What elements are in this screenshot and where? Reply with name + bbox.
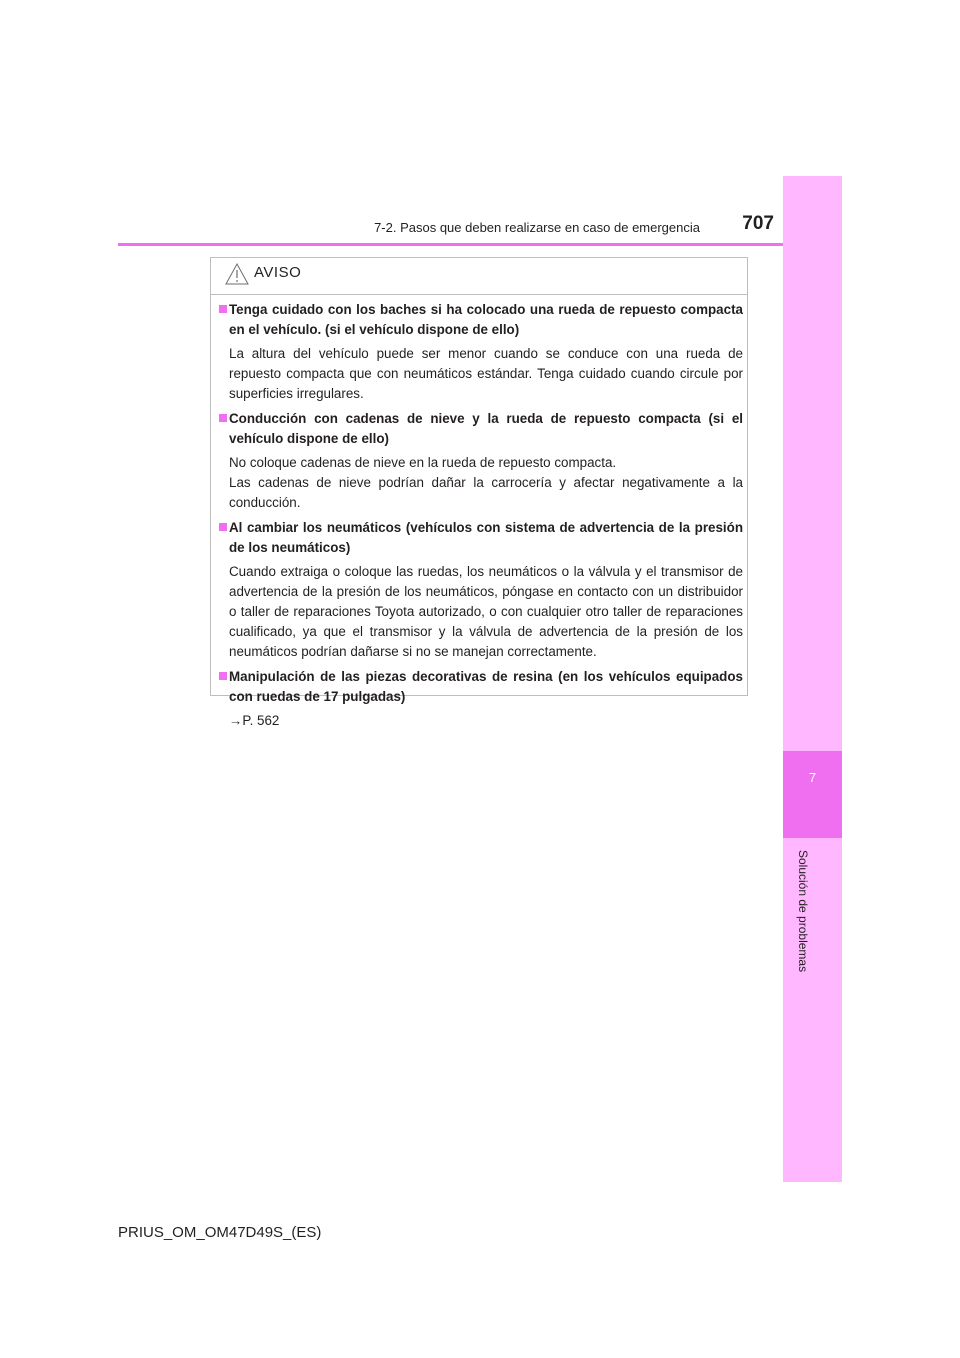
warning-box	[210, 257, 748, 728]
page-reference-link[interactable]: →P. 562	[229, 713, 280, 728]
warning-item-heading: Manipulación de las piezas decorativas de resina (en los vehículos equipados con ruedas de 17 pulgadas)	[219, 667, 743, 707]
warning-item-text: Cuando extraiga o coloque las ruedas, los neumáticos o la válvula y el transmisor de advertencia de la presión de los neumáticos, póngase en contacto con un distribuidor o taller de reparaciones Toyota autorizado, o con cualquier otro taller de reparaciones cualificado, ya que el transmisor y la válvula de advertencia de la presión de los neumáticos podrían dañarse si no se manejan correctamente.	[229, 564, 743, 659]
warning-item-heading: Conducción con cadenas de nieve y la rueda de repuesto compacta (si el vehículo dispone de ello)	[219, 409, 743, 449]
warning-item-text	[219, 711, 743, 731]
warning-item-heading: Al cambiar los neumáticos (vehículos con sistema de advertencia de la presión de los neumáticos)	[219, 518, 743, 558]
section-header: 7-2. Pasos que deben realizarse en caso de emergencia	[374, 220, 700, 235]
chapter-number: 7	[808, 770, 817, 785]
warning-item	[219, 667, 743, 731]
warning-title: AVISO	[254, 264, 302, 281]
warning-header	[211, 258, 747, 295]
warning-item	[219, 409, 743, 513]
warning-triangle-icon	[225, 263, 249, 285]
square-bullet-icon	[219, 414, 227, 422]
square-bullet-icon	[219, 305, 227, 313]
chapter-title: Solución de problemas	[796, 850, 810, 973]
warning-item-text: La altura del vehículo puede ser menor cuando se conduce con una rueda de repuesto compacta que con neumáticos estándar. Tenga cuidado cuando circule por superficies irregulares.	[229, 346, 743, 401]
warning-item-text: No coloque cadenas de nieve en la rueda de repuesto compacta. Las cadenas de nieve podrían dañar la carrocería y afectar negativamente a la conducción.	[229, 455, 743, 510]
warning-item-heading: Tenga cuidado con los baches si ha colocado una rueda de repuesto compacta en el vehículo. (si el vehículo dispone de ello)	[219, 300, 743, 340]
header-divider	[118, 243, 842, 246]
warning-body	[219, 300, 743, 736]
square-bullet-icon	[219, 523, 227, 531]
page-number: 707	[742, 213, 774, 234]
chapter-side-tab	[783, 176, 842, 1182]
warning-item	[219, 300, 743, 404]
square-bullet-icon	[219, 672, 227, 680]
chapter-tab-marker[interactable]	[783, 751, 842, 838]
warning-item	[219, 518, 743, 662]
document-code: PRIUS_OM_OM47D49S_(ES)	[118, 1224, 322, 1241]
